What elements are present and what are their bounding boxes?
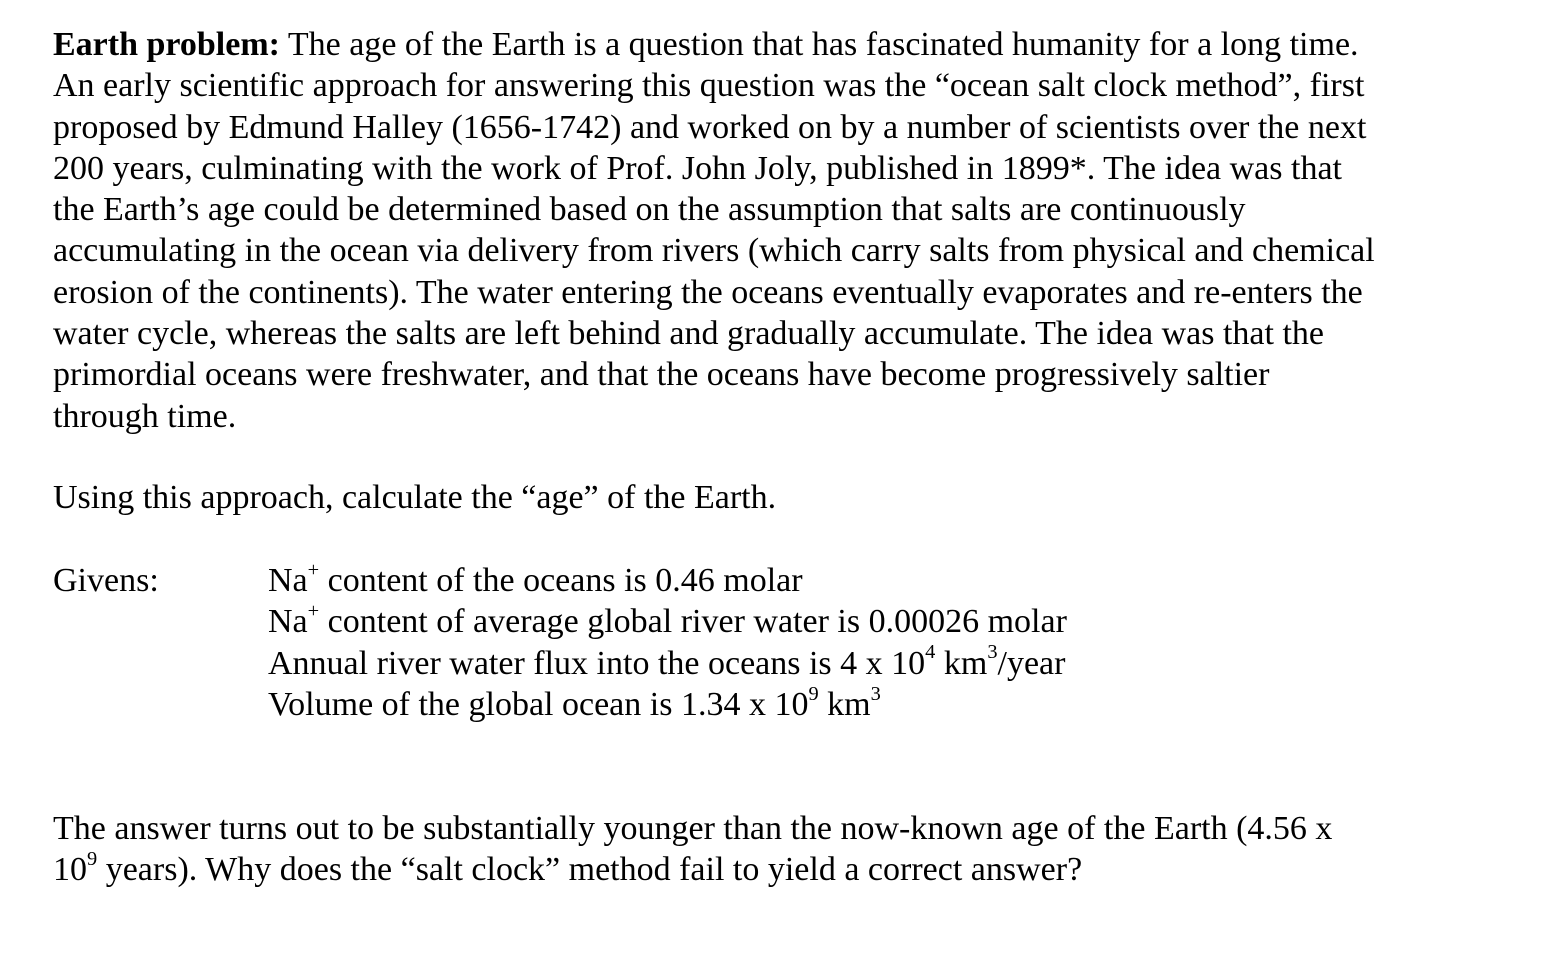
intro-line-5: the Earth’s age could be determined based on the assumption that salts are continuously — [53, 191, 1246, 229]
given-text: Volume of the global ocean is 1.34 x 10 — [268, 685, 809, 723]
intro-paragraph — [53, 24, 1493, 437]
intro-line-4: 200 years, culminating with the work of Prof. John Joly, published in 1899*. The idea was that — [53, 149, 1342, 187]
superscript: 3 — [870, 682, 881, 705]
intro-line-9: primordial oceans were freshwater, and that the oceans have become progressively saltier — [53, 356, 1270, 394]
given-ocean-volume — [268, 684, 1067, 725]
closing-paragraph — [53, 808, 1493, 891]
question-text — [53, 477, 1493, 518]
givens-list — [268, 560, 1067, 725]
given-text: /year — [997, 644, 1066, 682]
superscript: + — [307, 558, 320, 581]
closing-text: years). Why does the “salt clock” method fail to yield a correct answer? — [97, 851, 1083, 889]
closing-line-1: The answer turns out to be substantially younger than the now-known age of the Earth (4.56 x — [53, 810, 1333, 847]
superscript: 9 — [87, 847, 98, 870]
superscript: + — [307, 599, 320, 622]
given-text: km — [818, 685, 871, 723]
problem-heading: Earth problem: — [53, 26, 280, 63]
given-text: content of average global river water is 0.00026 molar — [319, 603, 1067, 641]
closing-line-2 — [53, 849, 1493, 890]
intro-line-7: erosion of the continents). The water entering the oceans eventually evaporates and re-enters the — [53, 273, 1363, 311]
given-text: Na — [268, 562, 308, 599]
intro-line-1 — [53, 24, 1493, 65]
givens-label: Givens: — [53, 562, 159, 599]
intro-line-2: An early scientific approach for answering this question was the “ocean salt clock method”, first — [53, 67, 1365, 105]
given-text: km — [935, 644, 988, 682]
intro-line-10: through time. — [53, 397, 237, 435]
question-line: Using this approach, calculate the “age” of the Earth. — [53, 479, 777, 516]
superscript: 9 — [808, 682, 819, 705]
closing-text: 10 — [53, 851, 87, 889]
given-river-flux — [268, 643, 1067, 684]
given-text: Na — [268, 603, 308, 641]
given-river-sodium — [268, 601, 1067, 642]
superscript: 3 — [987, 641, 998, 664]
given-ocean-sodium — [268, 560, 1067, 601]
intro-line-1-text: The age of the Earth is a question that has fascinated humanity for a long time. — [279, 26, 1359, 63]
intro-line-6: accumulating in the ocean via delivery from rivers (which carry salts from physical and chemical — [53, 232, 1375, 270]
given-text: content of the oceans is 0.46 molar — [319, 562, 803, 599]
superscript: 4 — [925, 641, 936, 664]
intro-line-3: proposed by Edmund Halley (1656-1742) and worked on by a number of scientists over the next — [53, 108, 1367, 146]
intro-line-8: water cycle, whereas the salts are left behind and gradually accumulate. The idea was that the — [53, 315, 1324, 353]
given-text: Annual river water flux into the oceans is 4 x 10 — [268, 644, 926, 682]
